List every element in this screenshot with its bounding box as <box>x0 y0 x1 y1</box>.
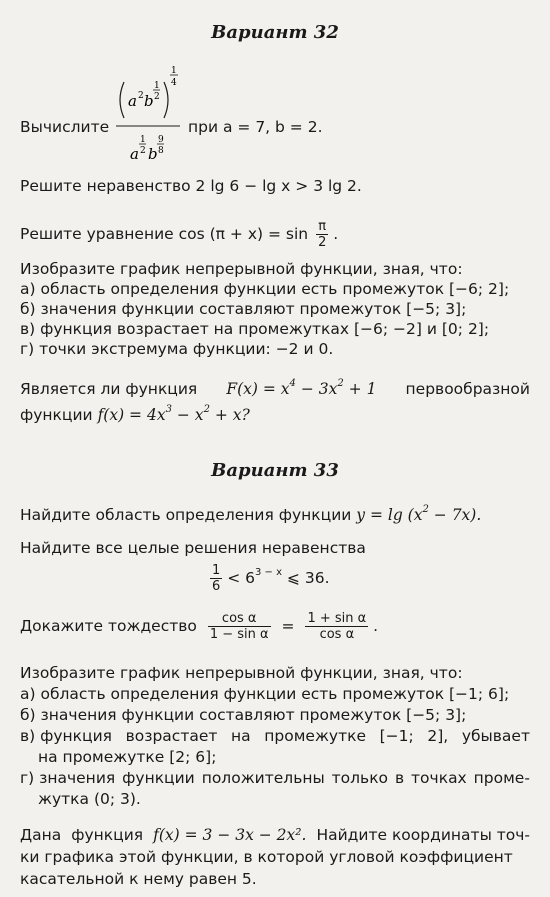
num-b-exp-d: 2 <box>154 92 160 102</box>
v32-task2: Решите неравенство 2 lg 6 − lg x > 3 lg 2. <box>20 177 362 195</box>
v33-task4-intro: Изобразите график непрерывной функции, зная, что: <box>20 664 463 682</box>
v33-task1: Найдите область определения функции $y = \lg (x^2 - 7x)$. <box>20 504 482 524</box>
num-b-exp-n: 1 <box>154 81 160 91</box>
v32-task3 <box>20 219 338 250</box>
v32-task5-f: $f(x) = 4x^3 - x^2 + x$? <box>97 404 250 424</box>
v32-task1-prefix: Вычислите <box>20 118 110 136</box>
v32-task5-line1 <box>20 380 530 398</box>
den-a-exp-d: 2 <box>140 146 146 156</box>
v33-task5-line1: Дана функция f(x) = 3 − 3x − 2x². Найдите координаты точ- <box>20 826 530 844</box>
v32-task1-condition: при a = 7, b = 2. <box>188 118 323 136</box>
den-a-exp-n: 1 <box>140 135 146 145</box>
frac-num: π <box>316 219 328 235</box>
v32-task4-c: в) функция возрастает на промежутках [−6; −2] и [0; 2]; <box>20 320 490 338</box>
v33-task4-d2: жутка (0; 3). <box>38 790 141 808</box>
v33-task4-b: б) значения функции составляют промежуток [−5; 3]; <box>20 706 467 724</box>
v33-task4-d: г) значения функции положительны только в точках проме- <box>20 769 530 787</box>
num-a: a <box>128 92 137 110</box>
v33-task4-c2: на промежутке [2; 6]; <box>38 748 217 766</box>
variant-33-title: Вариант 33 <box>211 460 339 481</box>
v33-task2-intro: Найдите все целые решения неравенства <box>20 539 366 557</box>
v33-task5-line2: ки графика этой функции, в которой угловой коэффициент <box>20 848 513 866</box>
v33-task5-line3: касательной к нему равен 5. <box>20 870 257 888</box>
outer-exp-d: 4 <box>171 78 177 88</box>
right-paren <box>164 82 168 118</box>
v32-task5-F: $F(x) = x^4 - 3x^2 + 1$ <box>226 378 377 398</box>
v33-task4-c: в) функция возрастает на промежутке [−1; 2], убывает <box>20 727 530 745</box>
den-b-exp-d: 8 <box>158 146 164 156</box>
v32-task5-prefix: Является ли функция <box>20 380 198 398</box>
v32-task3-prefix: Решите уравнение cos (π + x) = sin <box>20 225 309 243</box>
outer-exp-n: 1 <box>171 66 177 76</box>
v32-task4-d: г) точки экстремума функции: −2 и 0. <box>20 340 334 358</box>
v33-task4-a: а) область определения функции есть промежуток [−1; 6]; <box>20 685 510 703</box>
left-paren <box>120 82 124 118</box>
v33-task2-inequality: $\frac{1}{6}$ < $6^{3 - x}$ ⩽ 36. <box>212 563 330 594</box>
v32-task4-a: а) область определения функции есть промежуток [−6; 2]; <box>20 280 510 298</box>
v32-task5-suffix: первообразной <box>405 380 530 398</box>
num-a-exp: 2 <box>138 91 144 101</box>
v33-task3-left-frac: $\frac{\text{cos α}}{\text{1 − sin α}}$ <box>209 611 269 642</box>
v32-task4-b: б) значения функции составляют промежуток [−5; 3]; <box>20 300 467 318</box>
variant-32-title: Вариант 32 <box>211 22 339 43</box>
v32-task4-intro: Изобразите график непрерывной функции, зная, что: <box>20 260 463 278</box>
den-b-exp-n: 9 <box>158 135 164 145</box>
den-a: a <box>130 145 139 163</box>
den-b: b <box>148 145 158 163</box>
v33-task3: Докажите тождество $\frac{\text{cos α}}{\text{1 − sin α}}$ = $\frac{\text{1 + sin α}}{\text{cos α}}$ . <box>20 611 379 642</box>
v32-task3-suffix: . <box>333 225 339 243</box>
v32-task1-fraction <box>112 60 182 164</box>
num-b: b <box>144 92 154 110</box>
v33-task3-right-frac: $\frac{\text{1 + sin α}}{\text{cos α}}$ <box>307 611 367 642</box>
frac-den: 2 <box>318 235 327 250</box>
v32-task5-line2: функции $f(x) = 4x^3 - x^2 + x$? <box>20 404 250 424</box>
v32-task3-fraction <box>316 219 328 250</box>
